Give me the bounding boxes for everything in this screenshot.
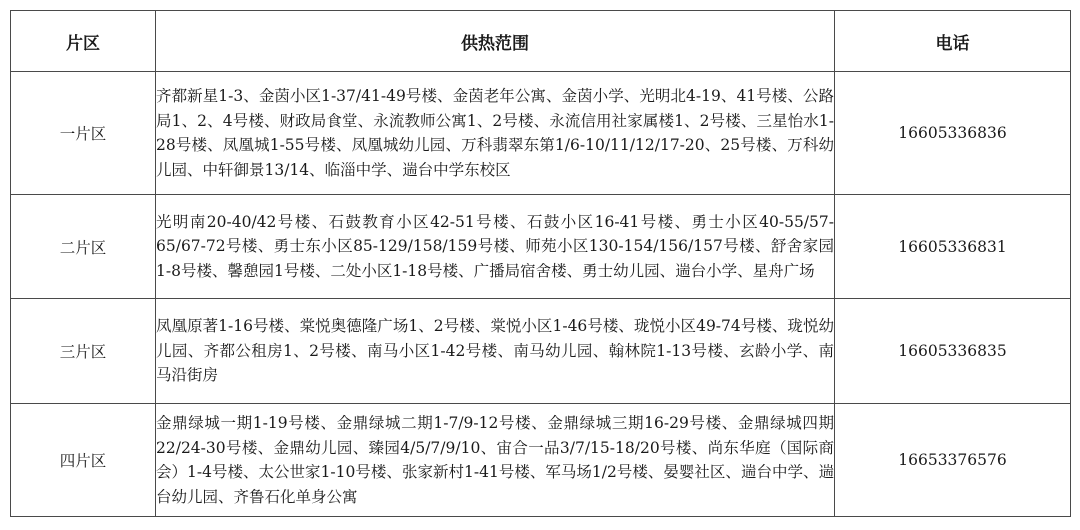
zone-cell: 三片区 (11, 299, 156, 404)
scope-cell: 金鼎绿城一期1-19号楼、金鼎绿城二期1-7/9-12号楼、金鼎绿城三期16-29号楼、金鼎绿城四期22/24-30号楼、金鼎幼儿园、臻园4/5/7/9/10、宙合一品3/7/15-18/20号楼、尚东华庭（国际商会）1-4号楼、太公世家1-10号楼、张家新村1-41号楼、军马场1/2号楼、晏婴社区、遄台中学、遄台幼儿园、齐鲁石化单身公寓 (156, 404, 835, 517)
header-scope: 供热范围 (156, 11, 835, 72)
phone-cell: 16653376576 (835, 404, 1071, 517)
table-row (11, 404, 1071, 517)
table-header-row (11, 11, 1071, 72)
heating-zone-table (10, 10, 1071, 517)
table-row (11, 299, 1071, 404)
scope-cell: 凤凰原著1-16号楼、棠悦奥德隆广场1、2号楼、棠悦小区1-46号楼、珑悦小区49-74号楼、珑悦幼儿园、齐都公租房1、2号楼、南马小区1-42号楼、南马幼儿园、翰林院1-13号楼、玄龄小学、南马沿街房 (156, 299, 835, 404)
table-row (11, 195, 1071, 299)
header-zone: 片区 (11, 11, 156, 72)
zone-cell: 二片区 (11, 195, 156, 299)
zone-cell: 一片区 (11, 72, 156, 195)
table-row (11, 72, 1071, 195)
phone-cell: 16605336836 (835, 72, 1071, 195)
scope-cell: 光明南20-40/42号楼、石鼓教育小区42-51号楼、石鼓小区16-41号楼、勇士小区40-55/57-65/67-72号楼、勇士东小区85-129/158/159号楼、师苑小区130-154/156/157号楼、舒舍家园1-8号楼、馨憩园1号楼、二处小区1-18号楼、广播局宿舍楼、勇士幼儿园、遄台小学、星舟广场 (156, 195, 835, 299)
phone-cell: 16605336835 (835, 299, 1071, 404)
phone-cell: 16605336831 (835, 195, 1071, 299)
scope-cell: 齐都新星1-3、金茵小区1-37/41-49号楼、金茵老年公寓、金茵小学、光明北4-19、41号楼、公路局1、2、4号楼、财政局食堂、永流教师公寓1、2号楼、永流信用社家属楼1、2号楼、三星怡水1-28号楼、凤凰城1-55号楼、凤凰城幼儿园、万科翡翠东第1/6-10/11/12/17-20、25号楼、万科幼儿园、中轩御景13/14、临淄中学、遄台中学东校区 (156, 72, 835, 195)
zone-cell: 四片区 (11, 404, 156, 517)
header-phone: 电话 (835, 11, 1071, 72)
